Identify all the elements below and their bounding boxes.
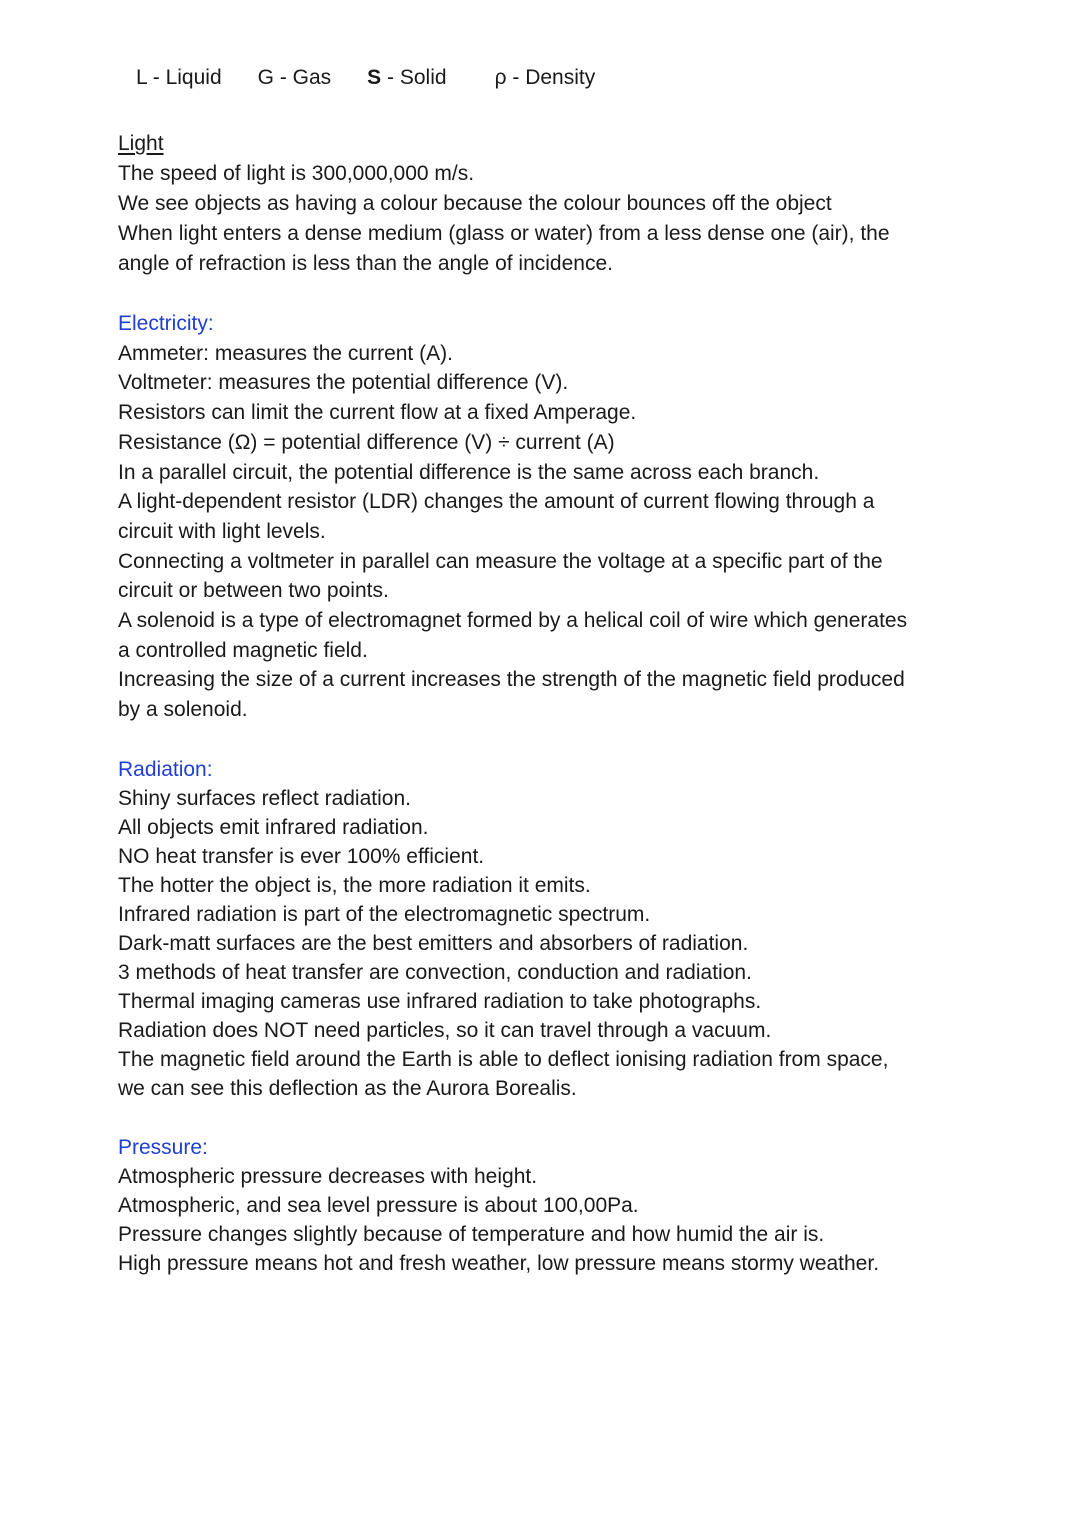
- legend: [136, 64, 595, 92]
- electricity-line: circuit or between two points.: [118, 579, 389, 603]
- electricity-line: by a solenoid.: [118, 698, 248, 722]
- pressure-line: High pressure means hot and fresh weather, low pressure means stormy weather.: [118, 1252, 880, 1275]
- electricity-line: a controlled magnetic field.: [118, 638, 368, 662]
- pressure-line: Atmospheric pressure decreases with height.: [118, 1165, 538, 1188]
- legend-gas: G - Gas: [257, 66, 332, 89]
- light-line: When light enters a dense medium (glass or water) from a less dense one (air), the: [118, 222, 890, 245]
- section-light: [118, 129, 978, 279]
- radiation-line: 3 methods of heat transfer are convection, conduction and radiation.: [118, 961, 752, 984]
- pressure-line: Atmospheric, and sea level pressure is about 100,00Pa.: [118, 1194, 639, 1217]
- section-heading-pressure: Pressure:: [118, 1136, 208, 1159]
- electricity-line: In a parallel circuit, the potential difference is the same across each branch.: [118, 460, 820, 484]
- radiation-line: Dark-matt surfaces are the best emitters and absorbers of radiation.: [118, 932, 749, 955]
- radiation-line: The hotter the object is, the more radiation it emits.: [118, 874, 591, 897]
- electricity-line: Resistance (Ω) = potential difference (V) ÷ current (A): [118, 430, 615, 454]
- radiation-line: NO heat transfer is ever 100% efficient.: [118, 845, 485, 868]
- section-heading-light: Light: [118, 132, 164, 155]
- electricity-line: Increasing the size of a current increases the strength of the magnetic field produced: [118, 668, 905, 692]
- radiation-line: Radiation does NOT need particles, so it can travel through a vacuum.: [118, 1019, 772, 1042]
- section-heading-radiation: Radiation:: [118, 758, 213, 781]
- electricity-line: A solenoid is a type of electromagnet formed by a helical coil of wire which generates: [118, 609, 908, 633]
- electricity-line: A light-dependent resistor (LDR) changes the amount of current flowing through a: [118, 490, 875, 514]
- electricity-line: Ammeter: measures the current (A).: [118, 341, 453, 365]
- legend-density: ρ - Density: [494, 66, 596, 89]
- radiation-line: Shiny surfaces reflect radiation.: [118, 787, 411, 810]
- radiation-line: The magnetic field around the Earth is able to deflect ionising radiation from space,: [118, 1048, 889, 1071]
- radiation-line: we can see this deflection as the Aurora Borealis.: [118, 1077, 577, 1100]
- section-radiation: [118, 755, 978, 1103]
- electricity-line: Connecting a voltmeter in parallel can measure the voltage at a specific part of the: [118, 549, 883, 573]
- electricity-line: Voltmeter: measures the potential difference (V).: [118, 371, 569, 395]
- electricity-line: Resistors can limit the current flow at a fixed Amperage.: [118, 401, 637, 425]
- light-line: angle of refraction is less than the angle of incidence.: [118, 252, 613, 275]
- light-line: We see objects as having a colour because the colour bounces off the object: [118, 192, 832, 215]
- pressure-line: Pressure changes slightly because of temperature and how humid the air is.: [118, 1223, 825, 1246]
- section-electricity: [118, 309, 978, 725]
- radiation-line: All objects emit infrared radiation.: [118, 816, 429, 839]
- section-heading-electricity: Electricity:: [118, 312, 214, 335]
- light-line: The speed of light is 300,000,000 m/s.: [118, 162, 475, 185]
- electricity-line: circuit with light levels.: [118, 519, 326, 543]
- radiation-line: Thermal imaging cameras use infrared radiation to take photographs.: [118, 990, 762, 1013]
- legend-liquid: L - Liquid: [136, 66, 222, 89]
- section-pressure: [118, 1133, 978, 1278]
- legend-solid: S - Solid: [367, 66, 447, 89]
- radiation-line: Infrared radiation is part of the electromagnetic spectrum.: [118, 903, 651, 926]
